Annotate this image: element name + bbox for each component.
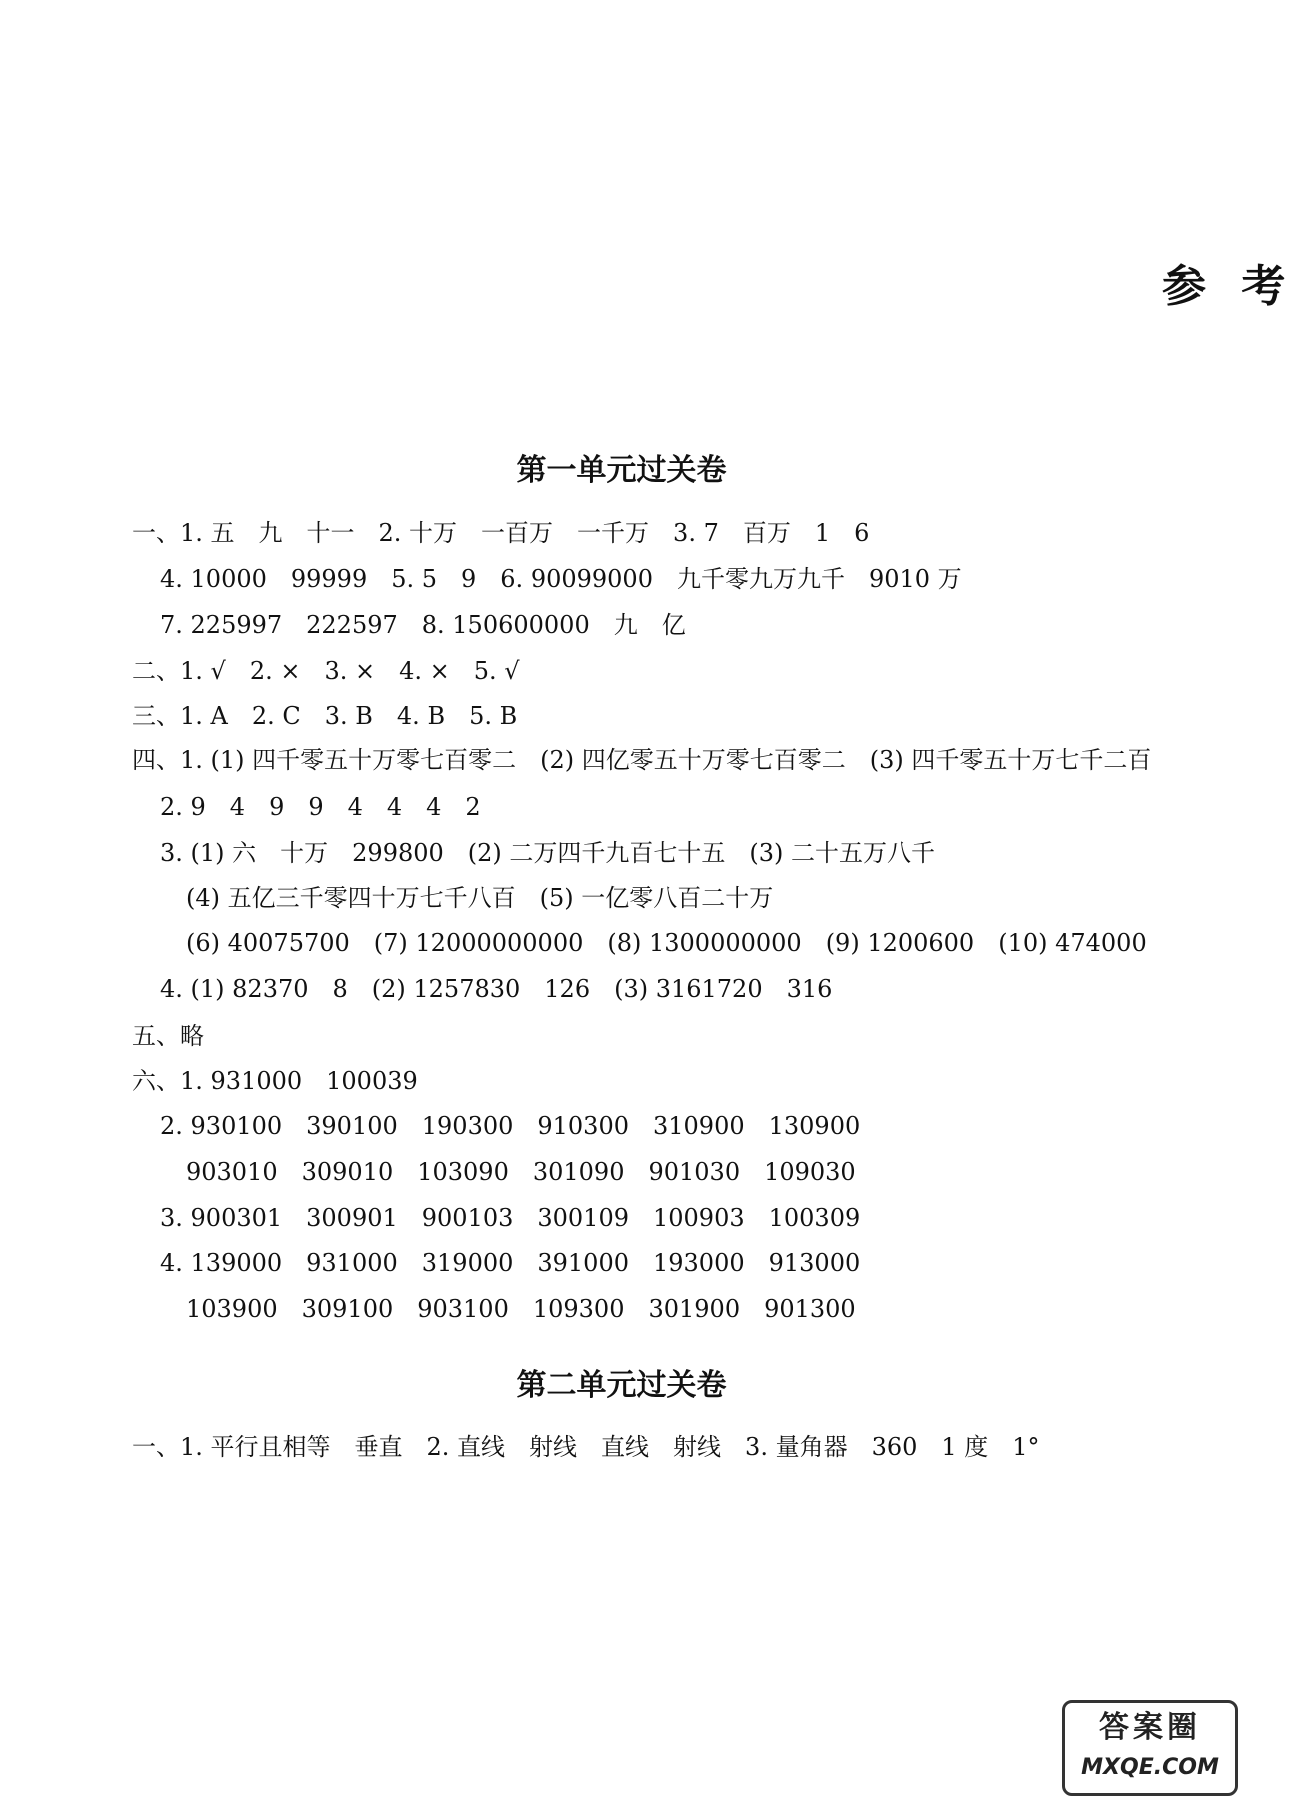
answer-line: 4. (1) 82370 8 (2) 1257830 126 (3) 3161720 316 [160, 975, 833, 1003]
answer-line: 五、略 [132, 1022, 204, 1050]
answer-line: 三、1. A 2. C 3. B 4. B 5. B [132, 702, 518, 730]
answer-line: 二、1. √ 2. × 3. × 4. × 5. √ [132, 657, 520, 685]
answer-line: 2. 9 4 9 9 4 4 4 2 [160, 793, 481, 821]
answer-line: 六、1. 931000 100039 [132, 1067, 418, 1095]
answer-line: 7. 225997 222597 8. 150600000 九 亿 [160, 611, 686, 639]
section-title-unit-2: 第二单元过关卷 [516, 1368, 727, 1403]
answer-line: 3. (1) 六 十万 299800 (2) 二万四千九百七十五 (3) 二十五万八千 [160, 839, 936, 867]
watermark-top-text: 答案圈 [1099, 1710, 1201, 1745]
answer-line: (6) 40075700 (7) 12000000000 (8) 1300000000 (9) 1200600 (10) 474000 [186, 929, 1147, 957]
answer-line: 103900 309100 903100 109300 301900 901300 [186, 1295, 856, 1323]
answer-line: 一、1. 五 九 十一 2. 十万 一百万 一千万 3. 7 百万 1 6 [132, 519, 870, 547]
page-header-title: 参 考 [1162, 261, 1295, 312]
watermark-logo [1062, 1700, 1238, 1796]
answer-line: (4) 五亿三千零四十万七千八百 (5) 一亿零八百二十万 [186, 884, 774, 912]
answer-line: 一、1. 平行且相等 垂直 2. 直线 射线 直线 射线 3. 量角器 360 1 度 1° [132, 1433, 1040, 1461]
answer-line: 903010 309010 103090 301090 901030 109030 [186, 1158, 856, 1186]
answer-line: 2. 930100 390100 190300 910300 310900 130900 [160, 1112, 861, 1140]
answer-line: 4. 139000 931000 319000 391000 193000 913000 [160, 1249, 861, 1277]
answer-line: 4. 10000 99999 5. 5 9 6. 90099000 九千零九万九千 9010 万 [160, 565, 962, 593]
answer-line: 3. 900301 300901 900103 300109 100903 100309 [160, 1204, 861, 1232]
section-title-unit-1: 第一单元过关卷 [516, 453, 727, 488]
answer-line: 四、1. (1) 四千零五十万零七百零二 (2) 四亿零五十万零七百零二 (3) 四千零五十万七千二百 [132, 746, 1152, 774]
watermark-bottom-text: MXQE.COM [1081, 1755, 1219, 1780]
